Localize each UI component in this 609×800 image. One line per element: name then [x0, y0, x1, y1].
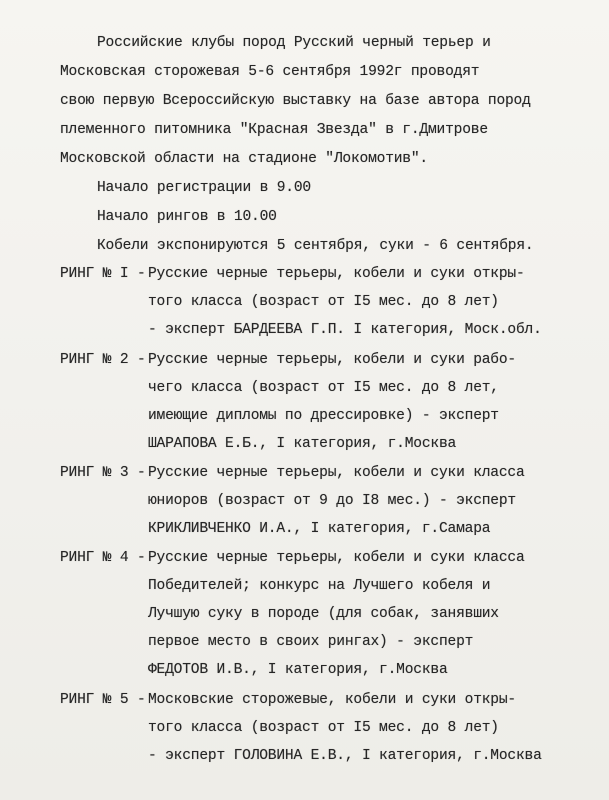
ring-3-line: КРИКЛИВЧЕНКО И.А., I категория, г.Самара — [148, 521, 491, 537]
rings-start-time: Начало рингов в 10.00 — [97, 209, 277, 225]
ring-1-line: - эксперт БАРДЕЕВА Г.П. I категория, Моск.обл. — [148, 322, 542, 338]
ring-2-label: РИНГ № 2 - — [60, 352, 146, 368]
exhibition-days: Кобели экспонируются 5 сентября, суки - 6 сентября. — [97, 238, 534, 254]
ring-1-line: того класса (возраст от I5 мес. до 8 лет) — [148, 294, 499, 310]
ring-4-line: Русские черные терьеры, кобели и суки класса — [148, 550, 525, 566]
ring-3-label: РИНГ № 3 - — [60, 465, 146, 481]
ring-2-line: имеющие дипломы по дрессировке) - эксперт — [148, 408, 499, 424]
ring-1-label: РИНГ № I - — [60, 266, 146, 282]
ring-4-line: Лучшую суку в породе (для собак, занявших — [148, 606, 499, 622]
ring-5-line: Московские сторожевые, кобели и суки откры- — [148, 692, 516, 708]
ring-4-line: ФЕДОТОВ И.В., I категория, г.Москва — [148, 662, 448, 678]
ring-4-line: первое место в своих рингах) - эксперт — [148, 634, 474, 650]
intro-line: свою первую Всероссийскую выставку на базе автора пород — [60, 93, 531, 109]
ring-3-line: юниоров (возраст от 9 до I8 мес.) - эксперт — [148, 493, 516, 509]
ring-5-line: того класса (возраст от I5 мес. до 8 лет) — [148, 720, 499, 736]
intro-line: Московской области на стадионе "Локомотив". — [60, 151, 428, 167]
ring-4-label: РИНГ № 4 - — [60, 550, 146, 566]
ring-5-label: РИНГ № 5 - — [60, 692, 146, 708]
intro-line: Московская сторожевая 5-6 сентября 1992г проводят — [60, 64, 480, 80]
ring-1-line: Русские черные терьеры, кобели и суки откры- — [148, 266, 525, 282]
ring-2-line: Русские черные терьеры, кобели и суки рабо- — [148, 352, 516, 368]
ring-2-line: ШАРАПОВА Е.Б., I категория, г.Москва — [148, 436, 457, 452]
intro-line: племенного питомника "Красная Звезда" в г.Дмитрове — [60, 122, 488, 138]
ring-3-line: Русские черные терьеры, кобели и суки класса — [148, 465, 525, 481]
registration-time: Начало регистрации в 9.00 — [97, 180, 311, 196]
ring-2-line: чего класса (возраст от I5 мес. до 8 лет, — [148, 380, 499, 396]
intro-line: Российские клубы пород Русский черный терьер и — [97, 35, 491, 51]
ring-5-line: - эксперт ГОЛОВИНА Е.В., I категория, г.Москва — [148, 748, 542, 764]
ring-4-line: Победителей; конкурс на Лучшего кобеля и — [148, 578, 491, 594]
